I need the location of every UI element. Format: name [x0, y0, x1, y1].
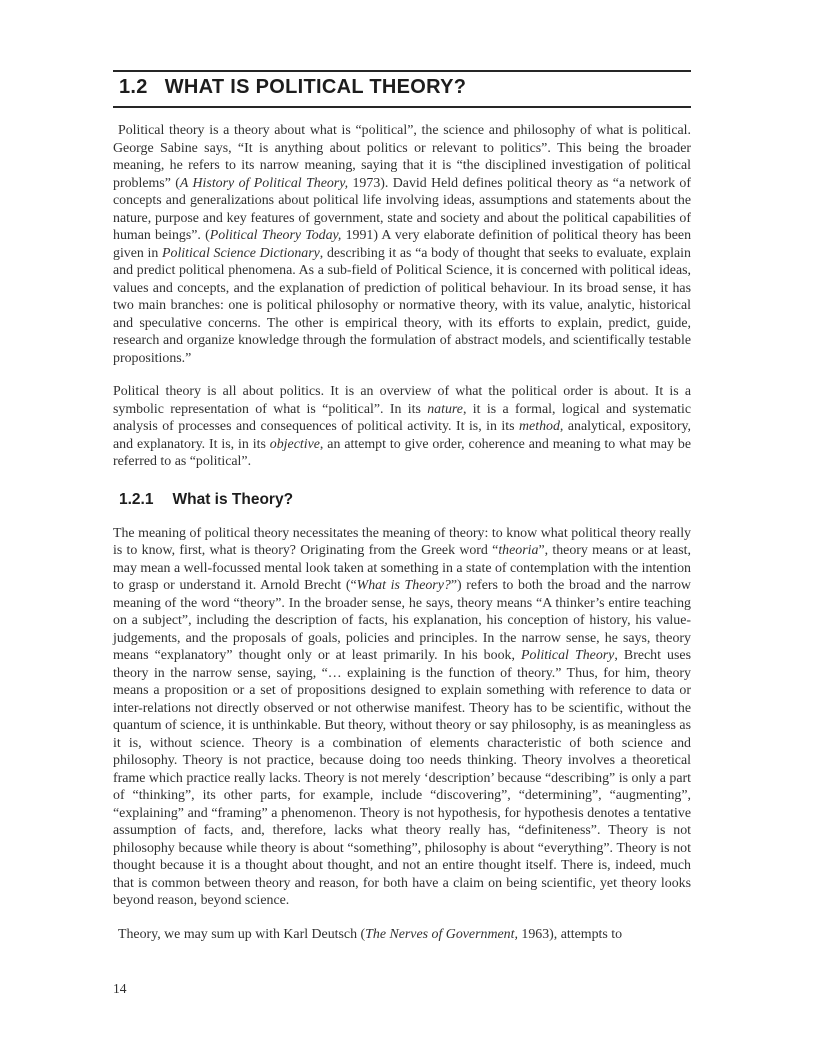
text-column	[113, 70, 691, 959]
italic-text-run: Political Theory	[521, 648, 615, 663]
italic-text-run: theoria	[498, 543, 539, 558]
section-title: WHAT IS POLITICAL THEORY?	[164, 76, 467, 98]
section-number: 1.2	[119, 76, 148, 98]
italic-text-run: The Nerves of Government,	[365, 926, 518, 942]
text-run: Theory, we may sum up with Karl Deutsch (	[118, 926, 366, 942]
subsection-heading	[113, 491, 691, 509]
text-run: ”, theory means or at least, may mean a well-focussed mental look taken at something in a state of contemplation with the intention to grasp or understand it. Arnold Brecht (“	[113, 543, 691, 593]
section-heading	[113, 70, 691, 108]
page-number: 14	[113, 981, 127, 996]
text-run: , Brecht uses theory in the narrow sense, saying, “… explaining is the function of theory.” Thus, for him, theory means a proposition or a set of propositions designed to explain something with reference to data or inter-relations not directly observed or not otherwise manifest. Theory has to be scientific, without the quantum of science, it is unthinkable. But theory, without theory or say philosophy, is as meaningless as it is, without science. Theory is a combination of elements characteristic of both science and philosophy. Theory is not practice, because doing too needs thinking. Theory involves a theoretical frame which practice really lacks. Theory is not merely ‘description’ because “describing” is only a part of “thinking”, its other parts, for example, include “discovering”, “determining”, “augmenting”, “explaining” and “framing” a phenomenon. Theory is not hypothesis, for hypothesis denotes a tentative assumption of facts, and, therefore, lacks what theory really has, “definiteness”. Theory is not philosophy because while theory is about “something”, philosophy is about “everything”. Theory is not thought because it is a thought about thought, and not an entire thought itself. There is, indeed, much that is common between theory and reason, for both have a claim on being scientific, yet theory looks beyond reason, beyond science.	[113, 648, 691, 908]
paragraph-meaning-of-theory	[113, 525, 691, 910]
italic-text-run: nature	[427, 401, 463, 417]
text-run: , analytical, expository, and explanatory. It is, in its	[113, 419, 691, 452]
italic-text-run: Political Theory Today,	[209, 228, 342, 243]
italic-text-run: A History of Political Theory,	[179, 175, 349, 191]
text-run: , an attempt to give order, coherence and meaning to what may be referred to as “political”.	[113, 436, 691, 469]
italic-text-run: What is Theory?	[356, 578, 451, 593]
subsection-title: What is Theory?	[172, 490, 294, 508]
text-run: The meaning of political theory necessitates the meaning of theory: to know what political theory really is to know, first, what is theory? Originating from the Greek word “	[113, 525, 691, 558]
subsection-number: 1.2.1	[119, 490, 154, 508]
italic-text-run: Political Science Dictionary	[162, 245, 320, 261]
text-run: , it is a formal, logical and systematic analysis of processes and consequences of political activity. It is, in its	[113, 401, 691, 434]
text-run: ”) refers to both the broad and the narrow meaning of the word “theory”. In the broader sense, he says, theory means “A thinker’s entire teaching on a subject”, including the description of facts, his explanation, his conception of history, his value-judgements, and the proposals of goals, policies and principles. In the narrow sense, he says, theory means “explanatory” thought only or at least primarily. In his book,	[113, 578, 691, 663]
text-run: Political theory is a theory about what is “political”, the science and philosophy of what is political. George Sabine says, “It is anything about politics or relevant to politics”. This being the broader meaning, he refers to its narrow meaning, saying that it is “the disciplined investigation of political problems” (	[113, 123, 691, 191]
text-run: 1973). David Held defines political theory as “a network of concepts and generalizations about political life involving ideas, assumptions and statements about the nature, purpose and key features of government, state and society and about the political capabilities of human beings”. (	[113, 175, 691, 243]
paragraph-political-theory-definition	[113, 122, 691, 367]
paragraph-political-theory-overview	[113, 383, 691, 471]
italic-text-run: objective	[269, 436, 320, 452]
text-run: 1991) A very elaborate definition of political theory has been given in	[113, 228, 692, 261]
italic-text-run: method	[519, 419, 560, 434]
paragraph-karl-deutsch	[113, 926, 691, 944]
text-run: Political theory is all about politics. It is an overview of what the political order is about. It is a symbolic representation of what is “political”. In its	[113, 384, 691, 417]
text-run: 1963), attempts to	[517, 926, 623, 942]
text-run: , describing it as “a body of thought that seeks to evaluate, explain and predict political phenomena. As a sub-field of Political Science, it is concerned with political ideas, values and concepts, and the explanation of prediction of political behaviour. In its broad sense, it has two main branches: one is political philosophy or normative theory, with its value, analytic, historical and speculative concerns. The other is empirical theory, with its efforts to explain, predict, guide, research and organize knowledge through the formulation of abstract models, and scientifically testable propositions.”	[113, 245, 691, 366]
